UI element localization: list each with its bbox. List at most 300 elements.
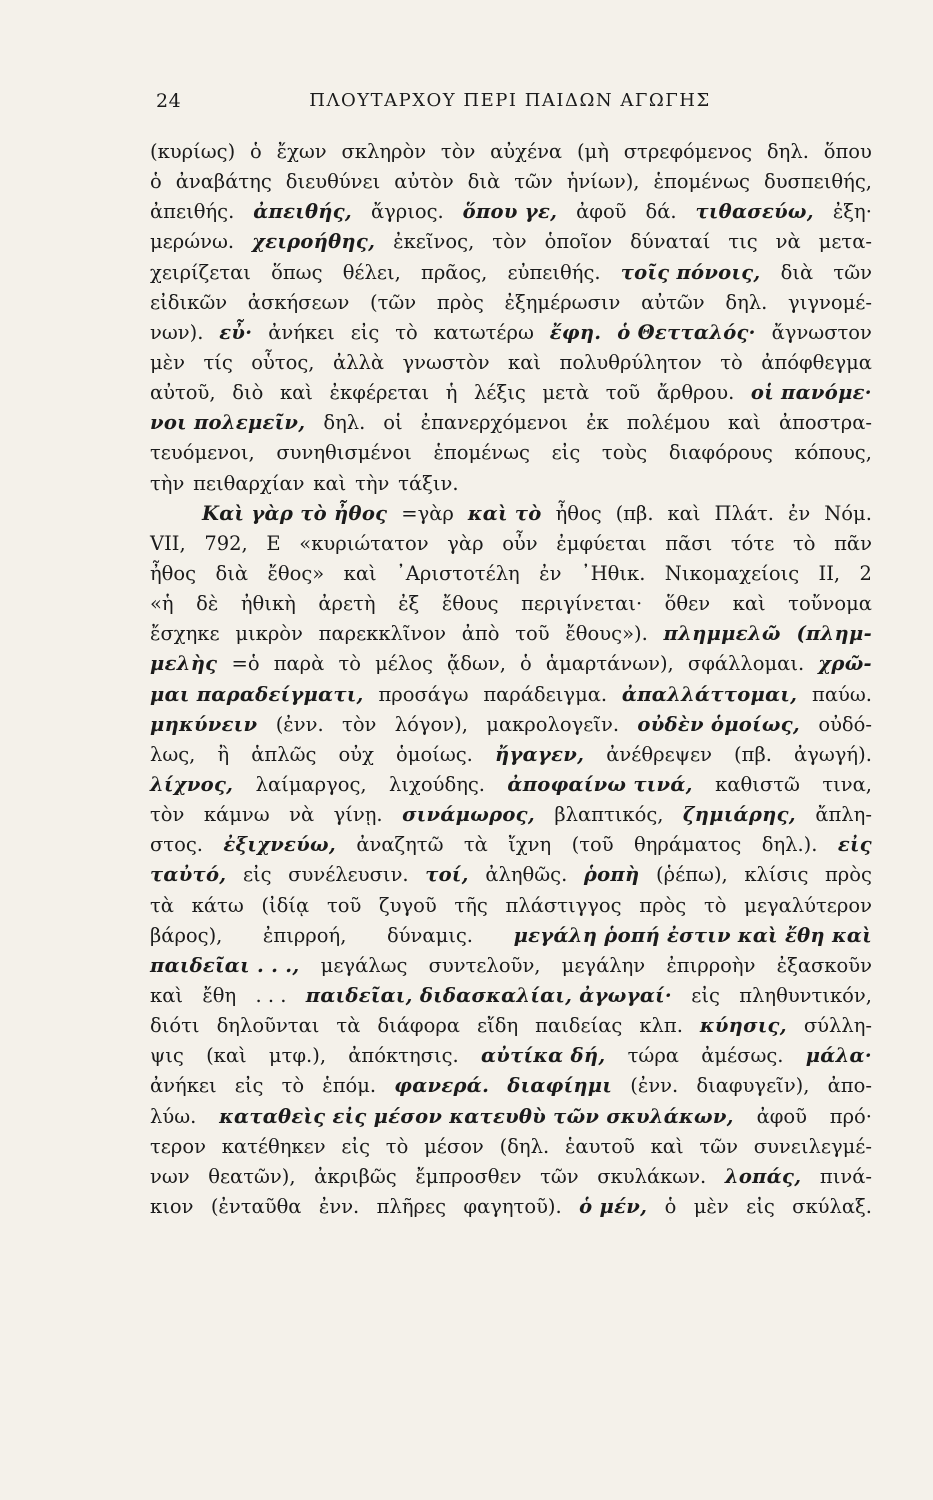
- word: σκύλαξ.: [792, 1194, 872, 1218]
- lemma-text: ὁ Θετταλός·: [617, 320, 756, 344]
- text-line: [150, 559, 872, 589]
- word: ἑαυτοῦ: [564, 1134, 635, 1158]
- word: θηράματος: [633, 833, 742, 857]
- word: τοῦ: [605, 381, 641, 405]
- lemma: [463, 197, 558, 227]
- word: παράδειγμα.: [483, 682, 608, 706]
- word: εἰς: [691, 983, 720, 1007]
- word: τοὔνομα: [788, 592, 872, 616]
- word: ἀναζητῶ: [356, 833, 444, 857]
- word: τίς: [203, 350, 233, 374]
- word: Πλάτ.: [714, 501, 774, 525]
- word: VII,: [150, 531, 186, 555]
- word: κάμνω: [203, 803, 270, 827]
- lemma: [306, 981, 672, 1011]
- word: καὶ: [150, 983, 184, 1007]
- word: (τῶν: [370, 290, 417, 314]
- word: ἐξ: [398, 592, 420, 616]
- word: αὐτοῦ,: [150, 381, 216, 405]
- word: ἡ: [445, 381, 458, 405]
- word: ἑπόμ.: [322, 1074, 377, 1098]
- word: «ἡ: [150, 592, 174, 616]
- word: ἡνίων),: [566, 170, 640, 194]
- lemma-text: διαφίημι: [507, 1074, 613, 1098]
- word: εἰς: [341, 1134, 371, 1158]
- word: πειθαρχίαν: [193, 471, 305, 495]
- lemma: [150, 408, 305, 438]
- lemma: [838, 830, 872, 860]
- word: εἰς: [551, 441, 581, 465]
- text-line: [150, 589, 872, 619]
- lemma: [700, 1011, 787, 1041]
- lemma: [696, 197, 814, 227]
- word: (μὴ: [576, 140, 609, 163]
- word: αὐχένα: [490, 140, 563, 163]
- word: ἑπομένως: [433, 441, 530, 465]
- text-line: [150, 1132, 872, 1162]
- word: τῶν: [699, 1134, 738, 1158]
- word: ἄρθρου.: [656, 381, 735, 405]
- word: «κυριώτατον: [299, 531, 429, 555]
- word: πινά-: [819, 1164, 872, 1188]
- word: ἐπανερχόμενοι: [420, 411, 569, 435]
- word: κλίσις: [744, 863, 809, 887]
- word: διευθύνει: [285, 170, 381, 194]
- lemma: [252, 227, 375, 257]
- word: ζυγοῦ: [379, 893, 437, 917]
- word: μέσον: [424, 1134, 484, 1158]
- word: οὐχ: [338, 742, 374, 766]
- word: νὰ: [289, 803, 315, 827]
- word: ἀφοῦ: [576, 200, 627, 224]
- word: κλπ.: [639, 1014, 683, 1038]
- word: ἔθους: [441, 592, 499, 616]
- lemma-text: ἐξιχνεύω,: [223, 833, 336, 857]
- word: ἦθος: [555, 501, 602, 525]
- text-line: [150, 499, 872, 529]
- word: τὸ: [338, 652, 361, 676]
- lemma: [219, 318, 252, 348]
- text-line: [150, 258, 872, 288]
- lemma-text: φανερά.: [394, 1074, 490, 1098]
- word: τινα,: [822, 772, 872, 796]
- lemma-text: μεγάλη ῥοπή ἐστιν καὶ ἔθη καὶ: [513, 923, 872, 947]
- lemma: [219, 1102, 734, 1132]
- commentary-text: [150, 137, 872, 1477]
- word: τις: [728, 230, 758, 254]
- word: ἐκφέρεται: [329, 381, 430, 405]
- word: ἄγνωστον: [771, 320, 872, 344]
- lemma-text: τιθασεύω,: [695, 200, 814, 224]
- lemma-text: ἀποφαίνω τινά,: [507, 772, 693, 796]
- word: πληθυντικόν,: [739, 983, 872, 1007]
- lemma: [725, 1162, 801, 1192]
- lemma-text: λίχνος,: [150, 772, 234, 796]
- text-line: [150, 921, 872, 951]
- word: δηλ.: [323, 411, 366, 435]
- word: ἔθη: [202, 983, 237, 1007]
- word: τὸ: [792, 531, 816, 555]
- word: ὅπως: [271, 260, 323, 284]
- word: θέλει,: [342, 260, 401, 284]
- word: περιγίνεται·: [521, 592, 643, 616]
- lemma: [394, 1071, 489, 1101]
- lemma: [796, 619, 872, 649]
- word: δηλ.: [766, 140, 809, 163]
- word: εἰς: [746, 1194, 775, 1218]
- text-line: [150, 227, 872, 257]
- word: εἰς: [242, 863, 272, 887]
- word: διὸ: [232, 381, 264, 405]
- lemma-text: μάλα·: [805, 1044, 872, 1068]
- word: τὸ: [720, 350, 743, 374]
- word: ὁ: [150, 170, 162, 194]
- word: ὁ: [664, 1194, 677, 1218]
- word: τῶν: [540, 1164, 579, 1188]
- lemma-text: ἀπαλλάττομαι,: [621, 682, 798, 706]
- word: κατέθηκεν: [221, 1134, 326, 1158]
- word: καὶ: [508, 350, 542, 374]
- lemma: [664, 619, 781, 649]
- word: ὁ: [250, 140, 262, 163]
- word: μτφ.),: [268, 1044, 327, 1068]
- word: ἀσκήσεων: [247, 290, 350, 314]
- lemma: [495, 740, 584, 770]
- text-line: [150, 891, 872, 921]
- text-line: [150, 1011, 872, 1041]
- text-line: [150, 288, 872, 318]
- lemma-text: Καὶ γὰρ τὸ ἦθος: [202, 501, 388, 525]
- text-line: [150, 167, 872, 197]
- word: σκληρὸν: [341, 140, 427, 163]
- word: ἀπόφθεγμα: [761, 350, 872, 374]
- word: βάρος),: [150, 923, 223, 947]
- word: συνειλεγμέ-: [753, 1134, 872, 1158]
- word: (ῥέπω),: [656, 863, 728, 887]
- word: λαίμαργος,: [255, 772, 367, 796]
- word: σύλλη-: [803, 1014, 872, 1038]
- word: ἐξημέρωσιν: [504, 290, 621, 314]
- lemma-text: σινάμωρος,: [402, 803, 535, 827]
- word: γίνῃ.: [333, 803, 383, 827]
- word: =γὰρ: [401, 501, 454, 525]
- word: τώρα: [627, 1044, 679, 1068]
- word: ἔσχηκε: [150, 622, 220, 646]
- word: ἔμπροσθεν: [415, 1164, 522, 1188]
- text-line: [150, 1041, 872, 1071]
- lemma-text: ὁ μέν,: [579, 1194, 648, 1218]
- word: πρὸς: [639, 893, 687, 917]
- word: τερον: [150, 1134, 206, 1158]
- word: ἐπιρροή,: [262, 923, 347, 947]
- text-line: [150, 619, 872, 649]
- word: μετα-: [818, 230, 872, 254]
- lemma-text: ὅπου γε,: [462, 200, 558, 224]
- word: τῶν: [833, 260, 872, 284]
- word: νων: [150, 1164, 190, 1188]
- word: μερώνω.: [150, 230, 235, 254]
- lemma: [481, 1041, 605, 1071]
- word: πρὸς: [436, 290, 484, 314]
- word: =ὁ: [231, 652, 260, 676]
- word: λως,: [150, 742, 196, 766]
- lemma-text: μαι παραδείγματι,: [150, 682, 364, 706]
- text-line: [150, 1162, 872, 1192]
- word: ἀληθῶς.: [485, 863, 568, 887]
- word: ἠθικὴ: [240, 592, 296, 616]
- word: ἀνέθρεψεν: [606, 742, 712, 766]
- word: ἐνν.: [318, 1194, 360, 1218]
- word: τὸ: [395, 320, 418, 344]
- lemma: [806, 1041, 872, 1071]
- word: κόπους,: [794, 441, 872, 465]
- lemma: [468, 499, 542, 529]
- word: ἄγριος.: [370, 200, 444, 224]
- word: ψις: [150, 1044, 184, 1068]
- word: οὖν: [502, 531, 538, 555]
- lemma: [150, 770, 233, 800]
- page-number: 24: [156, 90, 182, 112]
- word: διὰ: [780, 260, 814, 284]
- word: τοῦ: [515, 622, 550, 646]
- word: ἀμέσως.: [701, 1044, 784, 1068]
- word: καὶ: [650, 1134, 684, 1158]
- lemma: [150, 951, 299, 981]
- word: εἰς: [234, 1074, 264, 1098]
- word: εἰδικῶν: [150, 290, 228, 314]
- lemma: [622, 680, 797, 710]
- word: Ε: [266, 531, 281, 555]
- word: δύναμις.: [386, 923, 474, 947]
- lemma: [150, 710, 257, 740]
- word: ἐμφύεται: [556, 531, 647, 555]
- word: τότε: [730, 531, 775, 555]
- word: γνωστὸν: [402, 350, 490, 374]
- word: οὐδό-: [818, 712, 872, 736]
- word: στος.: [150, 833, 203, 857]
- text-line: [150, 800, 872, 830]
- lemma: [617, 318, 756, 348]
- word: διὰ: [215, 561, 249, 585]
- text-line: [150, 137, 872, 167]
- word: σφάλλομαι.: [687, 652, 805, 676]
- word: αὐτῶν: [641, 290, 705, 314]
- running-title: ΠΛΟΥΤΑΡΧΟΥ ΠΕΡΙ ΠΑΙΔΩΝ ΑΓΩΓΗΣ: [309, 90, 711, 111]
- lemma-text: τοί,: [425, 863, 469, 887]
- word: (δηλ.: [499, 1134, 550, 1158]
- lemma-text: ἀπειθής,: [253, 200, 353, 224]
- word: πρᾶος,: [421, 260, 488, 284]
- word: ᾿Ηθικ.: [580, 561, 646, 585]
- word: παύω.: [812, 682, 872, 706]
- word: χειρίζεται: [150, 260, 251, 284]
- word: ἑπομένως: [653, 170, 750, 194]
- word: πολυθρύλητον: [559, 350, 702, 374]
- word: τὰ: [150, 893, 174, 917]
- word: (πβ.: [734, 742, 772, 766]
- text-line: [150, 649, 872, 679]
- lemma: [584, 860, 640, 890]
- text-line: [150, 951, 872, 981]
- lemma: [818, 649, 872, 679]
- word: διὰ: [467, 170, 501, 194]
- word: ἁμαρτάνων),: [545, 652, 674, 676]
- lemma-text: ταὐτό,: [150, 863, 227, 887]
- word: τοῦ: [326, 893, 362, 917]
- word: λέξις: [474, 381, 526, 405]
- text-line: [150, 529, 872, 559]
- word: (ἰδίᾳ: [261, 893, 310, 917]
- word: κιον: [150, 1194, 194, 1218]
- lemma: [683, 800, 796, 830]
- word: (κυρίως): [150, 140, 236, 163]
- word: δηλ.).: [761, 833, 818, 857]
- text-line: [150, 1071, 872, 1101]
- lemma-text: εὖ·: [219, 320, 253, 344]
- word: ἐν: [787, 501, 811, 525]
- word: πᾶσι: [665, 531, 713, 555]
- word: μεγαλύτερον: [744, 893, 872, 917]
- running-head: [150, 90, 870, 120]
- word: νων).: [150, 320, 204, 344]
- word: συνηθισμένοι: [276, 441, 412, 465]
- word: ἀκριβῶς: [314, 1164, 397, 1188]
- word: δηλ.: [725, 290, 768, 314]
- lemma-text: οἱ πανόμε·: [750, 381, 872, 405]
- word: ᾿Αριστοτέλη: [396, 561, 520, 585]
- text-line: [150, 710, 872, 740]
- lemma-text: καὶ τὸ: [467, 501, 542, 525]
- word: 2: [859, 561, 872, 585]
- word: μακρολογεῖν.: [486, 712, 620, 736]
- word: ἴχνη: [508, 833, 552, 857]
- word: κατωτέρω: [433, 320, 534, 344]
- word: διαφόρους: [668, 441, 773, 465]
- word: ἀρετὴ: [318, 592, 376, 616]
- word: καὶ: [313, 471, 347, 495]
- word: αὐτὸν: [394, 170, 454, 194]
- word: τὸν: [150, 803, 185, 827]
- word: δύναταί: [630, 230, 711, 254]
- lemma-text: ῥοπὴ: [583, 863, 640, 887]
- word: ἦθος: [150, 561, 197, 585]
- lemma-text: αὐτίκα δή,: [480, 1044, 606, 1068]
- text-line: [150, 680, 872, 710]
- word: (ἐνν.: [630, 1074, 679, 1098]
- word: δυσπειθής,: [763, 170, 872, 194]
- text-line: [150, 348, 872, 378]
- word: δά.: [645, 200, 677, 224]
- lemma: [621, 258, 761, 288]
- word: τὰ: [336, 1014, 361, 1038]
- word: μεγάλως: [320, 953, 408, 977]
- word: ᾄδων,: [447, 652, 506, 676]
- word: μικρὸν: [235, 622, 303, 646]
- word: . . .: [255, 983, 287, 1007]
- word: μετὰ: [542, 381, 590, 405]
- text-line: [150, 1192, 872, 1222]
- word: πολέμου: [626, 411, 710, 435]
- word: ἢ: [217, 742, 230, 766]
- word: λιχούδης.: [389, 772, 486, 796]
- lemma-text: (πλημ-: [796, 622, 872, 646]
- lemma: [550, 318, 602, 348]
- lemma: [425, 860, 469, 890]
- word: ἀπειθής.: [150, 200, 235, 224]
- word: ἐν: [539, 561, 562, 585]
- text-line: [150, 830, 872, 860]
- word: βλαπτικός,: [554, 803, 664, 827]
- lemma-text: νοι πολεμεῖν,: [150, 411, 306, 435]
- word: στρεφόμενος: [623, 140, 753, 163]
- word: μὲν: [150, 350, 185, 374]
- word: καὶ: [727, 411, 761, 435]
- word: συντελοῦν,: [428, 953, 541, 977]
- text-line: [150, 860, 872, 890]
- word: (ἐνν.: [275, 712, 324, 736]
- word: 792,: [204, 531, 248, 555]
- word: διαφυγεῖν),: [696, 1074, 810, 1098]
- word: ἐξη·: [832, 200, 872, 224]
- word: τὸν: [492, 230, 527, 254]
- lemma: [150, 649, 217, 679]
- word: τὴν: [150, 471, 185, 495]
- word: ἀγωγή).: [794, 742, 872, 766]
- word: γὰρ: [447, 531, 484, 555]
- word: παρεκκλῖνον: [318, 622, 447, 646]
- word: ἐπιρροὴν: [666, 953, 756, 977]
- word: εἰς: [350, 320, 380, 344]
- lemma: [507, 770, 692, 800]
- word: ἀφοῦ: [756, 1104, 807, 1128]
- text-line: [150, 469, 872, 499]
- word: ἀναβάτης: [175, 170, 272, 194]
- word: ἀνήκει: [150, 1074, 217, 1098]
- word: (τοῦ: [571, 833, 614, 857]
- word: Νόμ.: [824, 501, 872, 525]
- word: εἴδη: [476, 1014, 519, 1038]
- word: ὅθεν: [664, 592, 711, 616]
- lemma-text: εἰς: [837, 833, 872, 857]
- word: παρὰ: [273, 652, 325, 676]
- lemma-text: καταθεὶς εἰς μέσον κατευθὺ τῶν σκυλάκων,: [219, 1104, 734, 1128]
- word: ἀπόκτησις.: [348, 1044, 459, 1068]
- word: ὅπου: [823, 140, 872, 163]
- text-line: [150, 981, 872, 1011]
- word: ἀπο-: [827, 1074, 872, 1098]
- word: ἀπὸ: [461, 622, 500, 646]
- lemma-text: παιδεῖαι, διδασκαλίαι, ἀγωγαί·: [305, 983, 672, 1007]
- word: τὴν: [355, 471, 390, 495]
- word: τὸ: [385, 1134, 409, 1158]
- word: εὐπειθής.: [507, 260, 601, 284]
- word: προσάγω: [378, 682, 469, 706]
- text-line: [150, 197, 872, 227]
- word: (πβ.: [615, 501, 654, 525]
- text-line: [150, 740, 872, 770]
- lemma-text: χειροήθης,: [252, 230, 376, 254]
- lemma-text: οὐδὲν ὁμοίως,: [637, 712, 800, 736]
- text-line: [150, 438, 872, 468]
- word: ΙΙ,: [818, 561, 841, 585]
- word: ἄπλη-: [815, 803, 872, 827]
- lemma-text: χρῶ-: [818, 652, 872, 676]
- word: τάξιν.: [398, 471, 459, 495]
- lemma: [223, 830, 336, 860]
- word: πρό·: [829, 1104, 872, 1128]
- lemma: [402, 800, 535, 830]
- lemma: [751, 378, 872, 408]
